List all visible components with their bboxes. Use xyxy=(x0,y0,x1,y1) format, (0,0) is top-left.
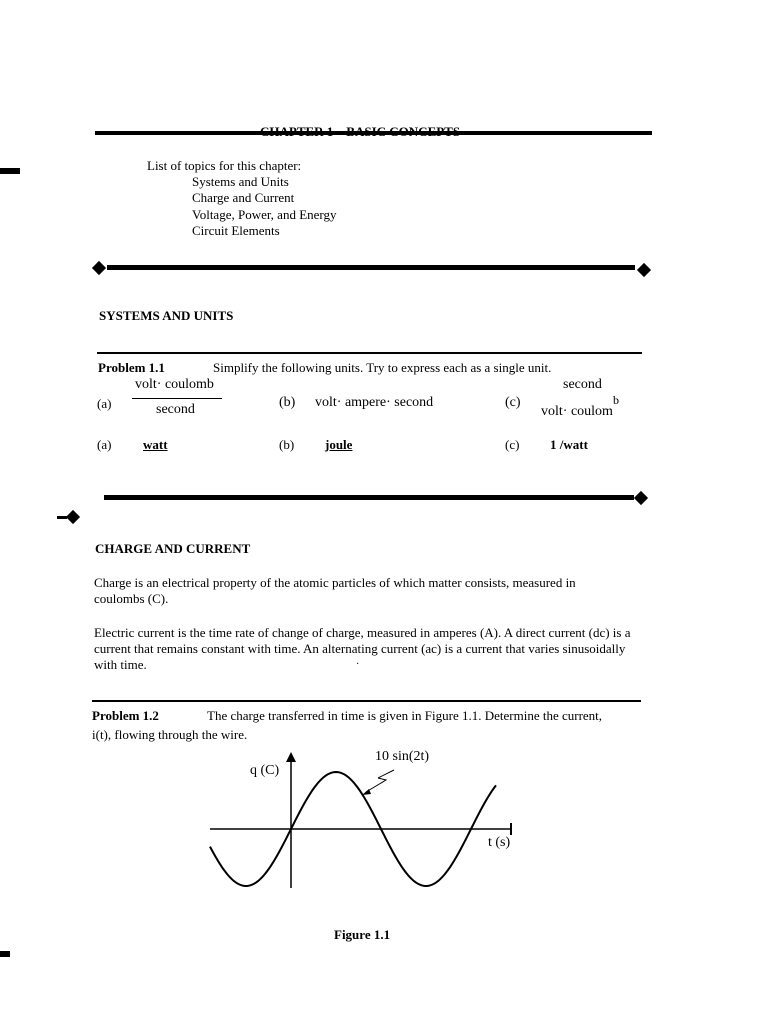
section-divider xyxy=(107,265,635,270)
stray-dot: · xyxy=(356,659,360,670)
part-c-label: (c) xyxy=(505,395,521,410)
problem-label: Problem 1.1 xyxy=(98,360,165,375)
fraction-bar-a xyxy=(132,398,222,399)
x-axis-label: t (s) xyxy=(488,835,511,850)
section-heading-charge: CHARGE AND CURRENT xyxy=(95,541,251,556)
part-c-stray-char: b xyxy=(613,393,619,407)
part-b-label: (b) xyxy=(279,395,296,410)
part-c-numerator: second xyxy=(563,377,602,392)
section-heading-systems: SYSTEMS AND UNITS xyxy=(99,308,234,323)
answer-c-label: (c) xyxy=(505,437,520,452)
section-divider xyxy=(104,495,634,500)
answer-b-label: (b) xyxy=(279,437,295,452)
part-a-label: (a) xyxy=(97,396,112,411)
topics-intro: List of topics for this chapter: xyxy=(147,158,302,173)
divider-diamond-left xyxy=(92,261,106,275)
part-b-expression: volt· ampere· second xyxy=(315,395,434,410)
problem-text-continued: i(t), flowing through the wire. xyxy=(92,727,248,742)
y-axis-label: q (C) xyxy=(250,763,280,778)
topic-item: Systems and Units xyxy=(192,174,289,189)
problem-rule xyxy=(92,700,641,702)
paragraph-charge: Charge is an electrical property of the atomic particles of which matter consists, measured in coulombs (C). xyxy=(94,575,576,606)
part-a-denominator: second xyxy=(156,402,195,417)
figure-caption: Figure 1.1 xyxy=(334,927,391,942)
problem-label: Problem 1.2 xyxy=(92,708,159,723)
answer-a-value: watt xyxy=(143,437,168,452)
topic-item: Voltage, Power, and Energy xyxy=(192,207,337,222)
margin-diamond-mid xyxy=(66,510,80,524)
part-c-denominator: volt· coulom xyxy=(541,404,613,419)
curve-label-leader xyxy=(378,770,394,778)
problem-text: Simplify the following units. Try to express each as a single unit. xyxy=(213,360,552,375)
chapter-title: CHAPTER 1 – BASIC CONCEPTS xyxy=(260,124,461,139)
topic-item: Charge and Current xyxy=(192,190,295,205)
part-a-numerator: volt· coulomb xyxy=(135,377,214,392)
topic-item: Circuit Elements xyxy=(192,223,280,238)
paragraph-current: Electric current is the time rate of change of charge, measured in amperes (A). A direct current (dc) is a current that remains constant with time. An alternating current (ac) is a current that varies sinusoidally with time. xyxy=(94,625,631,672)
divider-diamond-right xyxy=(637,263,651,277)
y-axis-arrow xyxy=(286,752,296,762)
margin-mark-top xyxy=(0,168,20,174)
margin-mark-bottom xyxy=(0,951,10,957)
divider-diamond-right xyxy=(634,491,648,505)
problem-text: The charge transferred in time is given in Figure 1.1. Determine the current, xyxy=(207,708,603,723)
answer-a-label: (a) xyxy=(97,437,112,452)
answer-c-value: 1 /watt xyxy=(550,437,588,452)
answer-b-value: joule xyxy=(325,437,353,452)
problem-rule xyxy=(97,352,642,354)
curve-label: 10 sin(2t) xyxy=(375,749,430,764)
